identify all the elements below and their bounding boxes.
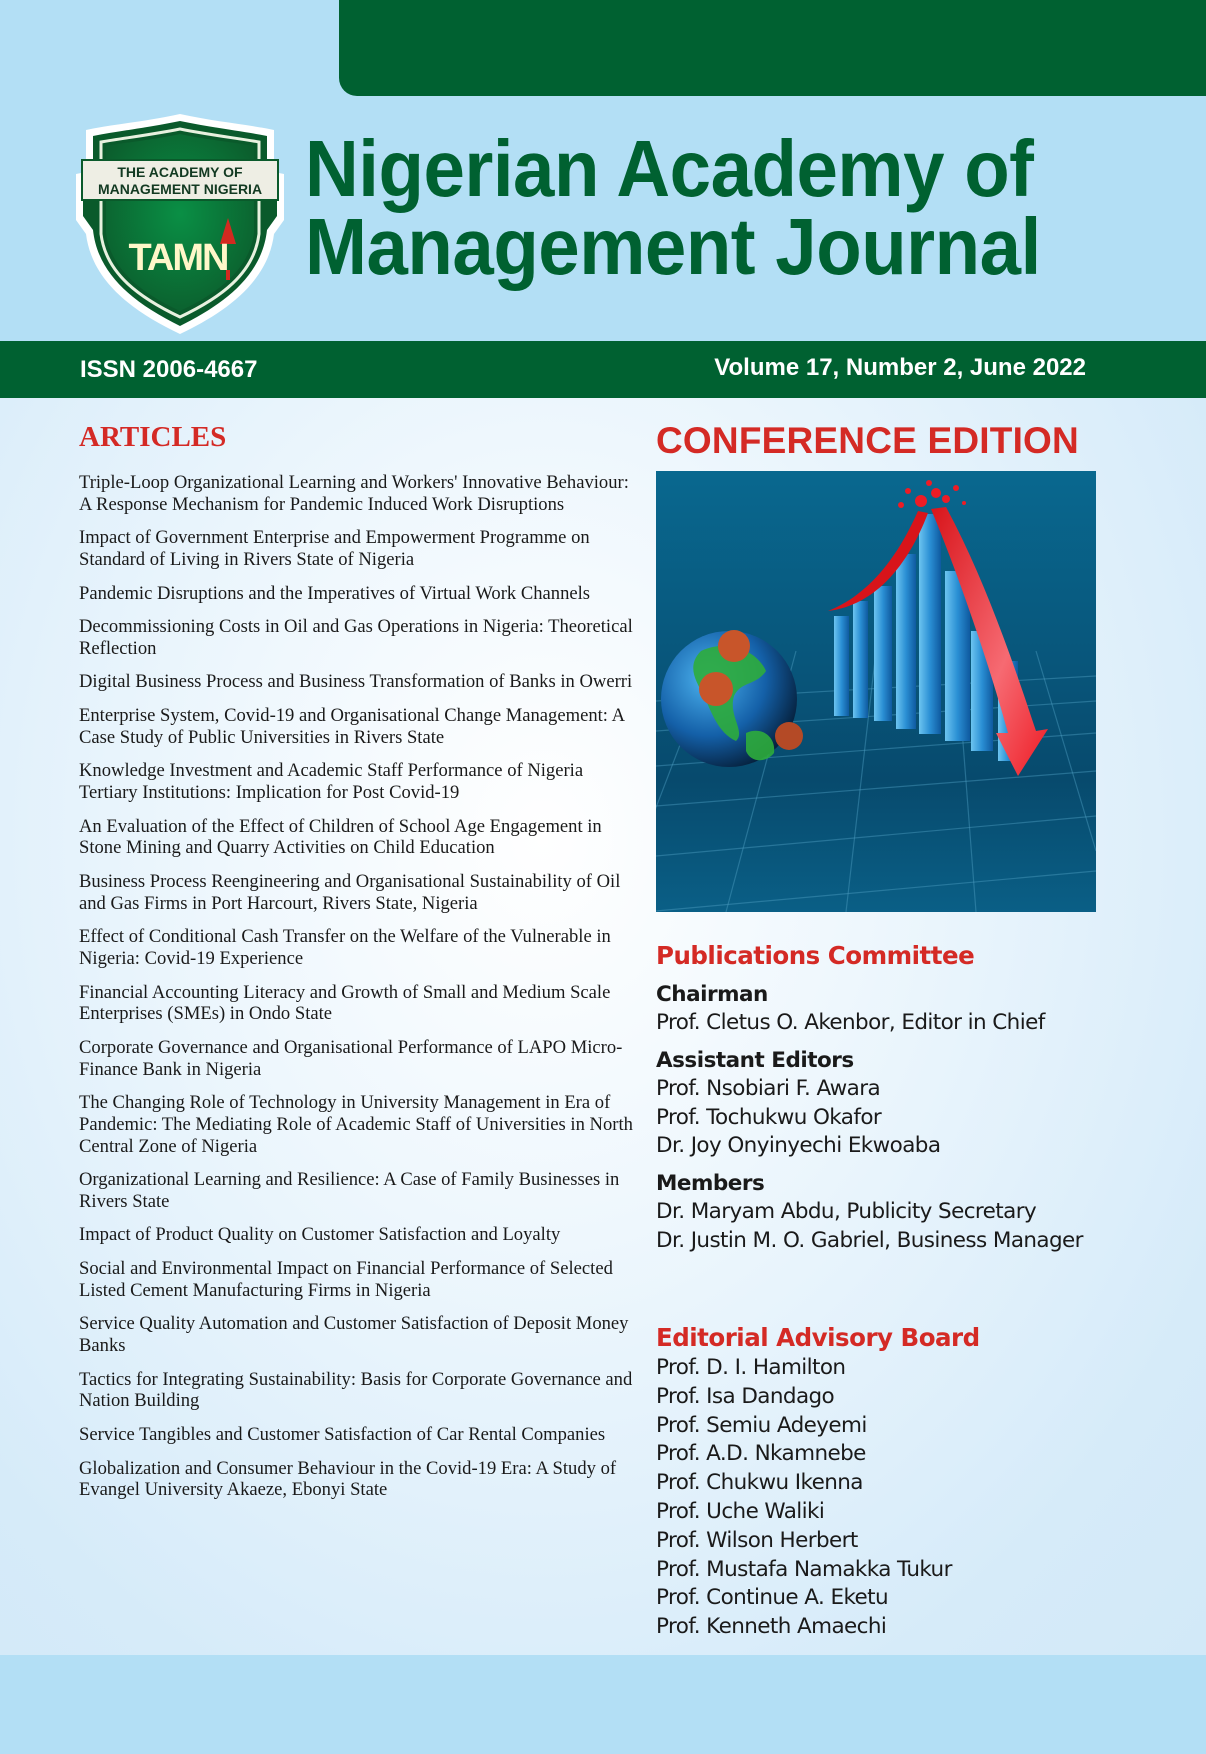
- article-title: Tactics for Integrating Sustainability: Basis for Corporate Governance and Nation Building: [79, 1368, 633, 1412]
- board-member: Prof. Isa Dandago: [656, 1383, 835, 1409]
- article-title: Digital Business Process and Business Transformation of Banks in Owerri: [79, 671, 633, 693]
- articles-list: [79, 472, 639, 1513]
- article-title: Service Quality Automation and Customer Satisfaction of Deposit Money Banks: [79, 1313, 629, 1357]
- svg-text:MANAGEMENT NIGERIA: MANAGEMENT NIGERIA: [97, 181, 263, 197]
- svg-text:THE ACADEMY OF: THE ACADEMY OF: [117, 164, 243, 180]
- article-title: Organizational Learning and Resilience: A Case of Family Businesses in Rivers State: [79, 1169, 620, 1212]
- journal-title-line1: Nigerian Academy of: [305, 124, 1034, 213]
- board-member: Prof. A.D. Nkamnebe: [656, 1441, 866, 1467]
- issn: ISSN 2006-4667: [80, 356, 258, 383]
- board-member: Prof. Kenneth Amaechi: [656, 1614, 887, 1640]
- volume-info: Volume 17, Number 2, June 2022: [714, 354, 1086, 381]
- chairman-label: Chairman: [656, 982, 768, 1007]
- article-title: Business Process Reengineering and Organisational Sustainability of Oil and Gas Firms in Port Harcourt, Rivers State, Nigeria: [79, 870, 621, 914]
- article-title: Financial Accounting Literacy and Growth of Small and Medium Scale Enterprises (SMEs) in Ondo State: [79, 981, 611, 1025]
- board-member: Prof. Semiu Adeyemi: [656, 1412, 867, 1438]
- article-title: Globalization and Consumer Behaviour in the Covid-19 Era: A Study of Evangel University Akaeze, Ebonyi State: [79, 1457, 617, 1501]
- article-title: Impact of Government Enterprise and Empowerment Programme on Standard of Living in Rivers State of Nigeria: [79, 527, 590, 570]
- tamn-logo: [74, 112, 286, 336]
- editorial-advisory-board-heading: Editorial Advisory Board: [656, 1323, 980, 1352]
- board-member: Prof. Uche Waliki: [656, 1498, 825, 1524]
- article-title: Pandemic Disruptions and the Imperatives of Virtual Work Channels: [79, 582, 591, 604]
- article-title: An Evaluation of the Effect of Children of School Age Engagement in Stone Mining and Quarry Activities on Child Education: [79, 815, 602, 859]
- board-member: Prof. D. I. Hamilton: [656, 1355, 846, 1380]
- assistant-editor: Prof. Nsobiari F. Awara: [656, 1075, 881, 1101]
- board-member: Prof. Continue A. Eketu: [656, 1585, 889, 1611]
- article-title: Effect of Conditional Cash Transfer on the Welfare of the Vulnerable in Nigeria: Covid-19 Experience: [79, 926, 611, 969]
- committee-member: Dr. Justin M. O. Gabriel, Business Manager: [656, 1227, 1083, 1253]
- article-title: Impact of Product Quality on Customer Satisfaction and Loyalty: [79, 1224, 561, 1246]
- falling-chart-globe-icon: [656, 471, 1096, 912]
- board-member: Prof. Chukwu Ikenna: [656, 1470, 863, 1496]
- editorial-advisory-board: [656, 1322, 1196, 1642]
- committee-member: Dr. Maryam Abdu, Publicity Secretary: [656, 1199, 1037, 1225]
- assistant-editors-label: Assistant Editors: [656, 1047, 854, 1073]
- cover-illustration: [656, 471, 1096, 912]
- assistant-editor: Dr. Joy Onyinyechi Ekwoaba: [656, 1133, 941, 1159]
- members-label: Members: [656, 1171, 765, 1197]
- chairman-name: Prof. Cletus O. Akenbor, Editor in Chief: [656, 1010, 1045, 1035]
- publications-committee: [656, 940, 1196, 1256]
- issue-info-band: [0, 341, 1206, 398]
- article-title: Social and Environmental Impact on Financial Performance of Selected Listed Cement Manufacturing Firms in Nigeria: [79, 1258, 613, 1301]
- bottom-strip: [0, 1655, 1206, 1754]
- article-title: Service Tangibles and Customer Satisfaction of Car Rental Companies: [79, 1423, 606, 1445]
- board-member: Prof. Wilson Herbert: [656, 1527, 858, 1553]
- article-title: Knowledge Investment and Academic Staff Performance of Nigeria Tertiary Institutions: Implication for Post Covid-19: [79, 760, 584, 804]
- shield-icon: [74, 112, 286, 336]
- assistant-editor: Prof. Tochukwu Okafor: [656, 1104, 882, 1130]
- publications-committee-heading: Publications Committee: [656, 941, 975, 970]
- journal-title: [305, 124, 1041, 291]
- article-title: Corporate Governance and Organisational Performance of LAPO Micro-Finance Bank in Nigeria: [79, 1036, 623, 1080]
- board-member: Prof. Mustafa Namakka Tukur: [656, 1556, 952, 1582]
- header-top-tab: [339, 0, 1206, 96]
- journal-title-line2: Management Journal: [305, 202, 1041, 291]
- article-title: Enterprise System, Covid-19 and Organisational Change Management: A Case Study of Public Universities in Rivers State: [79, 705, 624, 748]
- article-title: Decommissioning Costs in Oil and Gas Operations in Nigeria: Theoretical Reflection: [79, 616, 633, 659]
- svg-text:TAMN: TAMN: [128, 237, 228, 279]
- article-title: Triple-Loop Organizational Learning and Workers' Innovative Behaviour: A Response Mechanism for Pandemic Induced Work Disruptions: [79, 472, 629, 515]
- edition-label: CONFERENCE EDITION: [656, 420, 1079, 461]
- article-title: The Changing Role of Technology in University Management in Era of Pandemic: The Mediating Role of Academic Staff of Universities in North Central Zone of Nigeria: [79, 1092, 633, 1157]
- articles-heading: ARTICLES: [79, 421, 227, 453]
